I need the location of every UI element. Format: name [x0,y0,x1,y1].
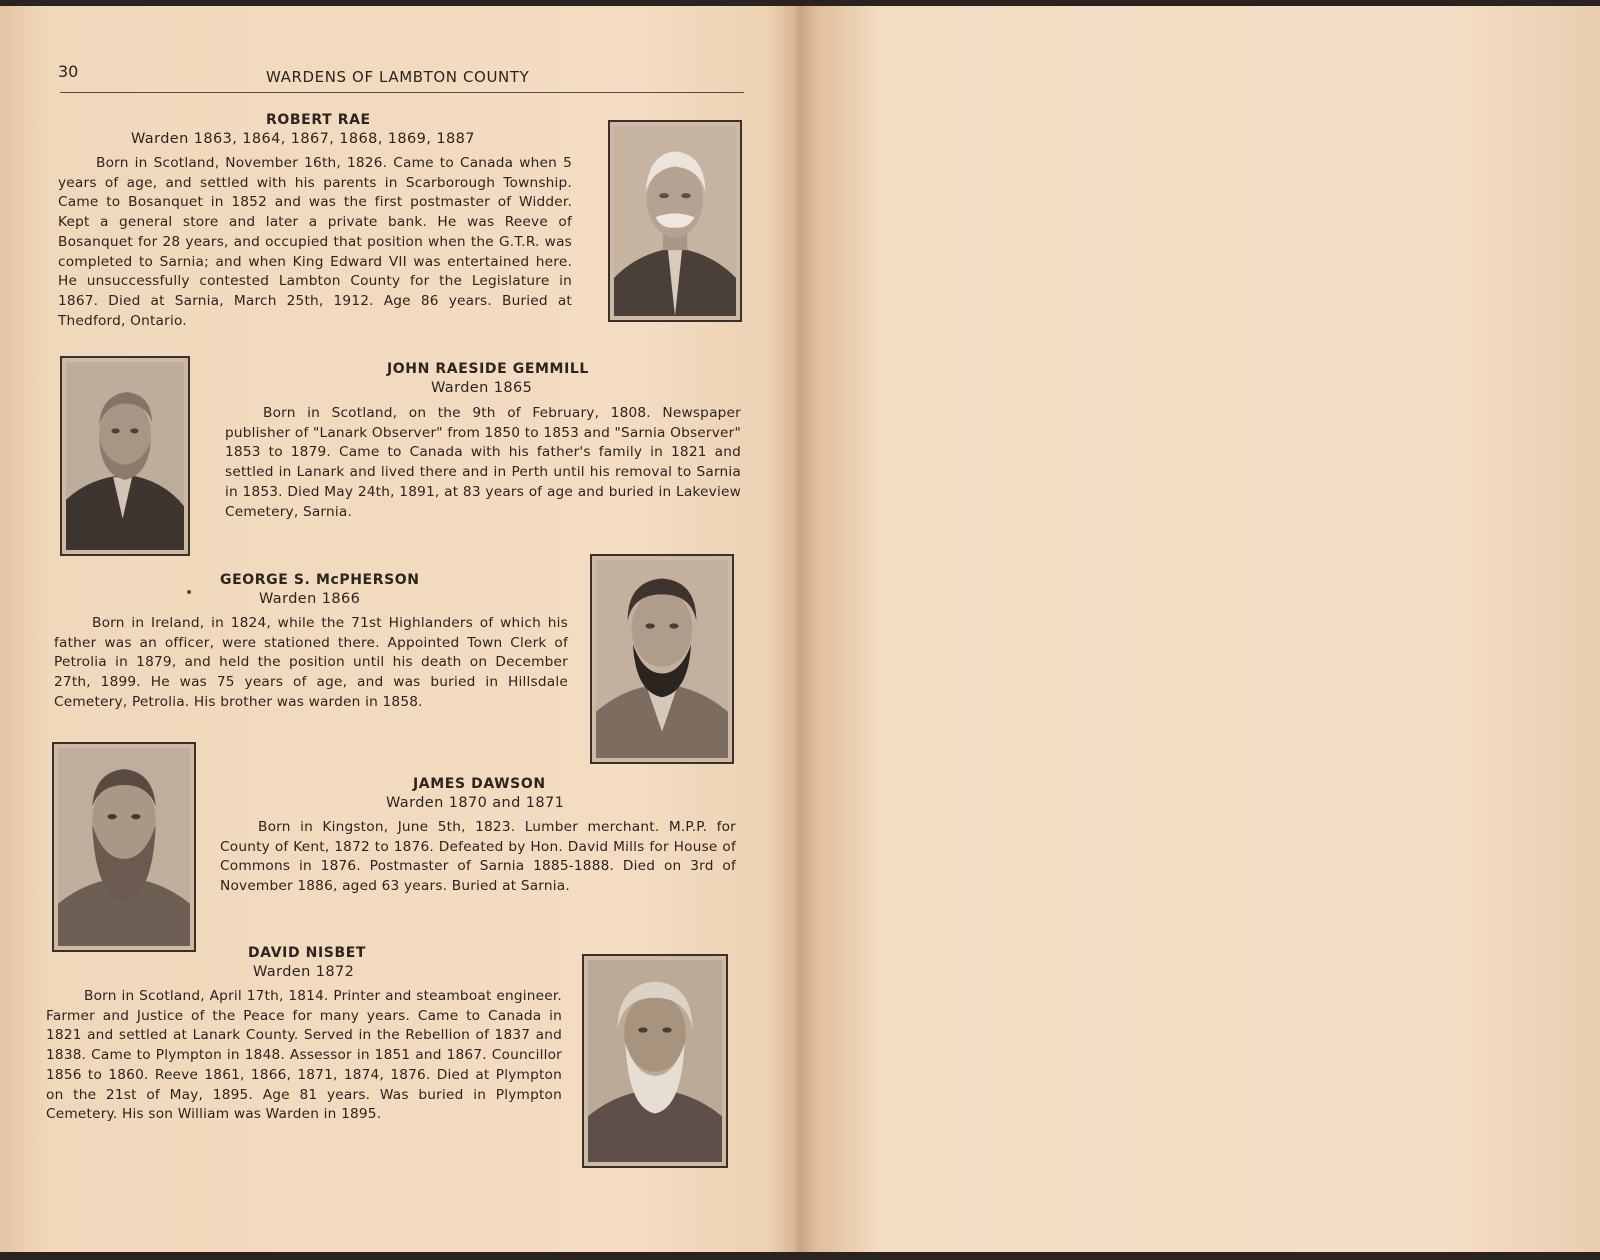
portrait-robert-rae [608,120,742,322]
entry-bio: Born in Ireland, in 1824, while the 71st Highlanders of which his father was an officer, were stationed there. Appointed Town Clerk of Petrolia in 1879, and held the position until his death on December 27th, 1899. He was 75 years of age, and was buried in Hillsdale Cemetery, Petrolia. His brother was warden in 1858. [54,615,568,710]
entry-term: Warden 1863, 1864, 1867, 1868, 1869, 1887 [131,131,475,147]
left-page [0,6,806,1252]
entry-name: ROBERT RAE [266,112,371,128]
entry-bio: Born in Scotland, November 16th, 1826. Came to Canada when 5 years of age, and settled with his parents in Scarborough Township. Came to Bosanquet in 1852 and was the first postmaster of Widder. Kept a general store and later a private bank. He was Reeve of Bosanquet for 28 years, and occupied that position when the G.T.R. was completed to Sarnia; and when King Edward VII was entertained here. He unsuccessfully contested Lambton County for the Legislature in 1867. Died at Sarnia, March 25th, 1912. Age 86 years. Buried at Thedford, Ontario. [58,155,572,329]
book-spread [0,6,1600,1252]
portrait-david-nisbet [582,954,728,1168]
entry-term: Warden 1870 and 1871 [386,795,565,811]
entry-term: Warden 1866 [259,591,361,607]
entry-term: Warden 1872 [253,964,355,980]
running-head: WARDENS OF LAMBTON COUNTY [266,68,530,86]
right-page-blank [810,6,1600,1252]
portrait-george-s-mcpherson [590,554,734,764]
page-number: 30 [58,62,79,81]
entry-name: JAMES DAWSON [413,776,546,792]
entry-name: JOHN RAESIDE GEMMILL [387,361,589,377]
entry-name: GEORGE S. McPHERSON [220,572,420,588]
entry-bio: Born in Scotland, on the 9th of February, 1808. Newspaper publisher of "Lanark Observer" from 1850 to 1853 and "Sarnia Observer" 1853 to 1879. Came to Canada with his father's family in 1821 and settled in Lanark and lived there and in Perth until his removal to Sarnia in 1853. Died May 24th, 1891, at 83 years of age and buried in Lakeview Cemetery, Sarnia. [225,405,741,520]
margin-mark [187,590,191,594]
portrait-john-raeside-gemmill [60,356,190,556]
entry-name: DAVID NISBET [248,945,367,961]
entry-bio: Born in Scotland, April 17th, 1814. Printer and steamboat engineer. Farmer and Justice of the Peace for many years. Came to Canada in 1821 and settled at Lanark County. Served in the Rebellion of 1837 and 1838. Came to Plympton in 1848. Assessor in 1851 and 1867. Councillor 1856 to 1860. Reeve 1861, 1866, 1871, 1874, 1876. Died at Plympton on the 21st of May, 1895. Age 81 years. Was buried in Plympton Cemetery. His son William was Warden in 1895. [46,988,562,1123]
header-rule [60,92,744,93]
portrait-james-dawson [52,742,196,952]
entry-term: Warden 1865 [431,380,533,396]
entry-bio: Born in Kingston, June 5th, 1823. Lumber merchant. M.P.P. for County of Kent, 1872 to 1876. Defeated by Hon. David Mills for House of Commons in 1876. Postmaster of Sarnia 1885-1888. Died on 3rd of November 1886, aged 63 years. Buried at Sarnia. [220,819,736,895]
